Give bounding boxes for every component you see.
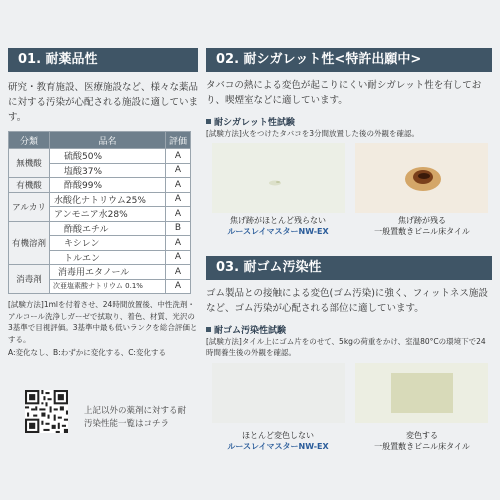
sample-tile-image bbox=[212, 363, 345, 423]
chemical-test-method: [試験方法]1mlを付着させ、24時間放置後、中性洗剤・アルコール洗浄しガーゼで拭取り、着色、材質、光沢の3基準で目視評価。3基準中最も低いランクを総合評価とする。 bbox=[8, 300, 198, 344]
caption-cigarette-nwex bbox=[208, 215, 348, 237]
caption-rubber-vinyl bbox=[352, 430, 492, 452]
rating: A bbox=[166, 149, 191, 164]
caption-rubber-nwex bbox=[208, 430, 348, 452]
rubber-test-title: 耐ゴム汚染性試験 bbox=[206, 323, 492, 336]
qr-code[interactable] bbox=[25, 390, 68, 433]
group-label: アルカリ bbox=[9, 192, 50, 221]
section-rubber-desc: ゴム製品との接触による変色(ゴム汚染)に強く、フィットネス施設など、ゴム汚染が心配される部位に適しています。 bbox=[206, 288, 488, 314]
section-chemical bbox=[8, 48, 198, 359]
chemical-name: 酢酸エチル bbox=[50, 221, 166, 236]
caption-cigarette-vinyl bbox=[352, 215, 492, 237]
col-header: 品名 bbox=[50, 132, 166, 149]
group-label: 有機溶剤 bbox=[9, 221, 50, 265]
cigarette-test-title: 耐シガレット性試験 bbox=[206, 115, 492, 128]
section-cigarette bbox=[206, 48, 492, 139]
qr-link-text[interactable]: 上記以外の薬剤に対する耐汚染性能一覧はコチラ bbox=[84, 406, 187, 429]
col-header: 評価 bbox=[166, 132, 191, 149]
sample-tile-image bbox=[212, 143, 345, 213]
group-label: 有機酸 bbox=[9, 178, 50, 193]
table-row bbox=[9, 178, 191, 193]
chemical-name: 塩酸37% bbox=[50, 163, 166, 178]
table-row bbox=[9, 221, 191, 236]
rating: A bbox=[166, 279, 191, 294]
rating: A bbox=[166, 250, 191, 265]
sample-tile-image bbox=[355, 363, 488, 423]
group-label: 消毒剤 bbox=[9, 265, 50, 294]
rating: A bbox=[166, 265, 191, 280]
section-chemical-desc: 研究・教育施設、医療施設など、様々な薬品に対する汚染が心配される施設に適しています。 bbox=[8, 82, 199, 123]
section-cigarette-desc: タバコの熱による変色が起こりにくい耐シガレット性を有しており、喫煙室などに適しています。 bbox=[206, 80, 482, 106]
photo-rubber-vinyl bbox=[355, 363, 488, 433]
chemical-name: 消毒用エタノール bbox=[50, 265, 166, 280]
photo-cigarette-nwex bbox=[212, 143, 345, 213]
rating: A bbox=[166, 236, 191, 251]
product-name: 一般置敷きビニル床タイル bbox=[374, 227, 470, 236]
result-text: 変色する bbox=[406, 431, 438, 440]
product-name: 一般置敷きビニル床タイル bbox=[374, 442, 470, 451]
rating: A bbox=[166, 163, 191, 178]
group-label: 無機酸 bbox=[9, 149, 50, 178]
section-rubber-title: 03. 耐ゴム汚染性 bbox=[206, 256, 492, 280]
chemical-name: トルエン bbox=[50, 250, 166, 265]
table-row bbox=[9, 265, 191, 280]
rating: B bbox=[166, 221, 191, 236]
product-name: ルースレイマスターNW-EX bbox=[227, 227, 329, 236]
result-text: 焦げ跡が残る bbox=[398, 216, 446, 225]
cigarette-test-method: [試験方法]火をつけたタバコを3分間放置した後の外観を確認。 bbox=[206, 129, 420, 138]
chemical-name: 硫酸50% bbox=[50, 149, 166, 164]
section-rubber bbox=[206, 256, 492, 358]
col-header: 分類 bbox=[9, 132, 50, 149]
section-chemical-title: 01. 耐薬品性 bbox=[8, 48, 198, 72]
rating: A bbox=[166, 178, 191, 193]
table-row bbox=[9, 192, 191, 207]
qr-code-icon bbox=[25, 390, 68, 433]
product-name: ルースレイマスターNW-EX bbox=[227, 442, 329, 451]
table-row bbox=[9, 149, 191, 164]
section-cigarette-title: 02. 耐シガレット性<特許出願中> bbox=[206, 48, 492, 72]
rating-legend: A:変化なし、B:わずかに変化する、C:変化する bbox=[8, 348, 166, 357]
photo-rubber-nwex bbox=[212, 363, 345, 433]
rating: A bbox=[166, 207, 191, 222]
chemical-name: アンモニア水28% bbox=[50, 207, 166, 222]
photo-cigarette-vinyl bbox=[355, 143, 488, 213]
chemical-table bbox=[8, 131, 191, 294]
chemical-name: 水酸化ナトリウム25% bbox=[50, 192, 166, 207]
result-text: ほとんど変色しない bbox=[242, 431, 314, 440]
chemical-name: 次亜塩素酸ナトリウム 0.1% bbox=[50, 279, 166, 294]
sample-tile-image bbox=[355, 143, 488, 213]
rubber-test-method: [試験方法]タイル上にゴム片をのせて、5kgの荷重をかけ、室温80°Cの環境下で24時間養生後の外観を確認。 bbox=[206, 337, 486, 357]
result-text: 焦げ跡がほとんど残らない bbox=[230, 216, 326, 225]
rating: A bbox=[166, 192, 191, 207]
chemical-name: 酢酸99% bbox=[50, 178, 166, 193]
chemical-name: キシレン bbox=[50, 236, 166, 251]
